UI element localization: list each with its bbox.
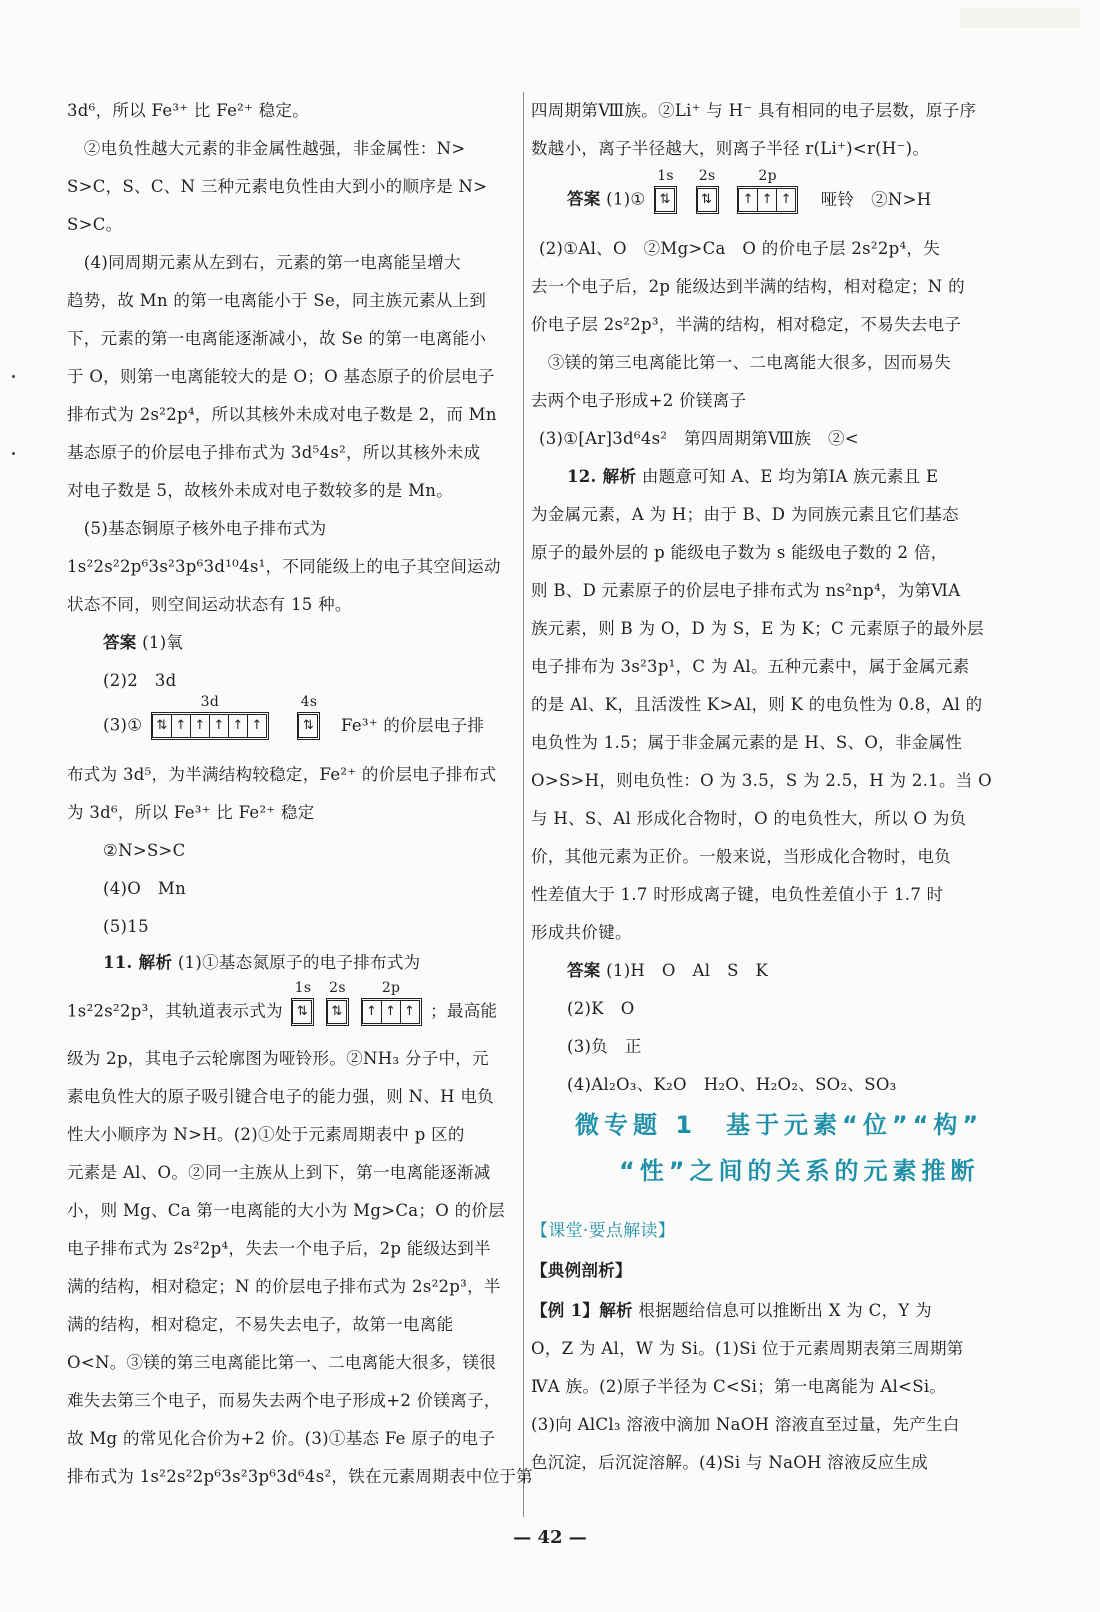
answer-text: (1)①	[606, 189, 646, 209]
text-line: 3d⁶，所以 Fe³⁺ 比 Fe²⁺ 稳定。	[67, 101, 310, 120]
text-line: 性大小顺序为 N>H。(2)①处于元素周期表中 p 区的	[67, 1125, 465, 1144]
orbital-box: ↑	[362, 1000, 382, 1024]
answer-line: (2)①Al、O ②Mg>Ca O 的价电子层 2s²2p⁴，失	[539, 239, 940, 258]
answer-line: (4)O Mn	[103, 879, 187, 898]
answer-line: 价电子层 2s²2p³，半满的结构，相对稳定，不易失去电子	[531, 315, 962, 334]
answer-text: Fe³⁺ 的价层电子排	[341, 715, 485, 735]
text-line: 与 H、S、Al 形成化合物时，O 的电负性大，所以 O 为负	[531, 809, 967, 828]
answer-line: (2)K O	[567, 999, 635, 1018]
orbital-box: ⇅	[298, 714, 318, 738]
text-line: 满的结构，相对稳定；N 的价层电子排布式为 2s²2p³，半	[67, 1277, 501, 1296]
answer-text: (3)①	[103, 715, 143, 735]
text-line: 小，则 Mg、Ca 第一电离能的大小为 Mg>Ca；O 的价层	[67, 1201, 505, 1220]
orbital-label: 1s	[294, 980, 312, 996]
orbital-line	[67, 980, 498, 1026]
text-line: 满的结构，相对稳定，不易失去电子，故第一电离能	[67, 1315, 454, 1334]
text-line: 对电子数是 5，故核外未成对电子数较多的是 Mn。	[67, 481, 454, 500]
text-segment: 由题意可知 A、E 均为第ⅠA 族元素且 E	[641, 467, 939, 486]
text-line: 族元素，则 B 为 O，D 为 S，E 为 K；C 元素原子的最外层	[531, 619, 984, 638]
text-line: 数越小，离子半径越大，则离子半径 r(Li⁺)<r(H⁻)。	[531, 139, 930, 158]
orbital-box: ⇅	[697, 188, 717, 212]
section-label: 【课堂·要点解读】	[531, 1221, 676, 1241]
text-line: (4)同周期元素从左到右，元素的第一电离能呈增大	[67, 253, 461, 272]
text-segment: 根据题给信息可以推断出 X 为 C，Y 为	[638, 1301, 932, 1320]
text-line: 布式为 3d⁵，为半满结构较稳定，Fe²⁺ 的价层电子排布式	[67, 765, 497, 784]
topic-title-line-1: 微专题 1 基于元素“位”“构”	[575, 1111, 984, 1139]
answer-text: (1)H O Al S K	[606, 961, 769, 980]
answer-label: 答案	[567, 961, 601, 980]
orbital-label: 4s	[300, 694, 318, 710]
orbital-box: ↑	[228, 714, 248, 738]
orbital-2s	[696, 168, 719, 214]
orbital-box: ↑	[190, 714, 210, 738]
orbital-box: ↑	[400, 1000, 420, 1024]
answer-line: (2)2 3d	[103, 671, 177, 690]
text-line: 为 3d⁶，所以 Fe³⁺ 比 Fe²⁺ 稳定	[67, 803, 315, 822]
orbital-box: ↑	[381, 1000, 401, 1024]
answer-line: (3)负 正	[567, 1037, 642, 1056]
example-1-line	[531, 1300, 932, 1322]
text-line: 1s²2s²2p⁶3s²3p⁶3d¹⁰4s¹，不同能级上的电子其空间运动	[67, 557, 501, 576]
text-line: 则 B、D 元素原子的价层电子排布式为 ns²np⁴，为第ⅥA	[531, 581, 961, 600]
answer-line	[567, 960, 768, 982]
orbital-box: ↑	[209, 714, 229, 738]
page-number: — 42 —	[513, 1527, 587, 1548]
orbital-4s	[297, 694, 320, 740]
orbital-label: 2s	[698, 168, 716, 184]
text-line: (5)基态铜原子核外电子排布式为	[67, 519, 327, 538]
orbital-2p	[737, 168, 798, 214]
answer-label: 答案	[103, 633, 137, 652]
text-line: 状态不同，则空间运动状态有 15 种。	[67, 595, 352, 614]
text-line: 下，元素的第一电离能逐渐减小，故 Se 的第一电离能小	[67, 329, 487, 348]
orbital-box: ↑	[738, 188, 758, 212]
orbital-box: ↑	[757, 188, 777, 212]
text-line: (3)向 AlCl₃ 溶液中滴加 NaOH 溶液直至过量，先产生白	[531, 1415, 960, 1434]
question-11-line	[103, 952, 421, 974]
answer-label: 答案	[567, 189, 601, 209]
answer-text: 哑铃 ②N>H	[820, 189, 932, 209]
orbital-label: 2p	[381, 980, 401, 996]
orbital-box: ⇅	[152, 714, 172, 738]
text-line: 难失去第三个电子，而易失去两个电子形成+2 价镁离子，	[67, 1391, 501, 1410]
text-line: 色沉淀，后沉淀溶解。(4)Si 与 NaOH 溶液反应生成	[531, 1453, 929, 1472]
text-line: 四周期第Ⅷ族。②Li⁺ 与 H⁻ 具有相同的电子层数，原子序	[531, 101, 977, 120]
answer-text: (1)氧	[142, 633, 184, 652]
question-12-line	[567, 466, 938, 488]
orbital-label: 2p	[758, 168, 777, 184]
text-line: 电子排布式为 2s²2p⁴，失去一个电子后，2p 能级达到半	[67, 1239, 491, 1258]
answer-line: (3)①[Ar]3d⁶4s² 第四周期第Ⅷ族 ②<	[539, 429, 859, 448]
text-line: 排布式为 2s²2p⁴，所以其核外未成对电子数是 2，而 Mn	[67, 405, 497, 424]
text-line: S>C，S、C、N 三种元素电负性由大到小的顺序是 N>	[67, 177, 488, 196]
orbital-3d	[151, 694, 269, 740]
text-line: 素电负性大的原子吸引键合电子的能力强，则 N、H 电负	[67, 1087, 494, 1106]
text-line: O>S>H，则电负性：O 为 3.5，S 为 2.5，H 为 2.1。当 O	[531, 771, 992, 790]
text-line: 故 Mg 的常见化合价为+2 价。(3)①基态 Fe 原子的电子	[67, 1429, 496, 1448]
text-line: S>C。	[67, 215, 123, 234]
text-line: 元素是 Al、O。②同一主族从上到下，第一电离能逐渐减	[67, 1163, 491, 1182]
orbital-box: ⇅	[327, 1000, 347, 1024]
text-line: 原子的最外层的 p 能级电子数为 s 能级电子数的 2 倍，	[531, 543, 948, 562]
answer-line: (4)Al₂O₃、K₂O H₂O、H₂O₂、SO₂、SO₃	[567, 1075, 897, 1094]
orbital-label: 3d	[200, 694, 220, 710]
example-number: 【例 1】解析	[531, 1301, 633, 1320]
orbital-2p	[361, 980, 422, 1026]
text-line: 电负性为 1.5；属于非金属元素的是 H、S、O，非金属性	[531, 733, 963, 752]
text-segment: 1s²2s²2p³，其轨道表示式为	[67, 1001, 283, 1021]
text-line: 级为 2p，其电子云轮廓图为哑铃形。②NH₃ 分子中，元	[67, 1049, 489, 1068]
text-line: 价，其他元素为正价。一般来说，当形成化合物时，电负	[531, 847, 951, 866]
orbital-box: ⇅	[292, 1000, 312, 1024]
answer-line: ③镁的第三电离能比第一、二电离能大很多，因而易失	[531, 353, 951, 372]
ink-dot	[12, 452, 15, 455]
text-line: O<N。③镁的第三电离能比第一、二电离能大很多，镁很	[67, 1353, 497, 1372]
orbital-1s	[291, 980, 314, 1026]
text-line: ②电负性越大元素的非金属性越强，非金属性：N>	[67, 139, 466, 158]
answer-line: ②N>S>C	[103, 841, 186, 860]
orbital-answer-line	[103, 694, 485, 740]
text-line: 性差值大于 1.7 时形成离子键，电负性差值小于 1.7 时	[531, 885, 944, 904]
text-line: O，Z 为 Al，W 为 Si。(1)Si 位于元素周期表第三周期第	[531, 1339, 964, 1358]
orbital-box: ↑	[171, 714, 191, 738]
orbital-label: 1s	[657, 168, 674, 184]
answer-line: (5)15	[103, 917, 149, 936]
orbital-box: ⇅	[655, 188, 675, 212]
orbital-answer-line	[567, 168, 932, 214]
text-line: 形成共价键。	[531, 923, 632, 942]
answer-line: 去两个电子形成+2 价镁离子	[531, 391, 747, 410]
orbital-2s	[326, 980, 349, 1026]
text-line: 为金属元素，A 为 H；由于 B、D 为同族元素且它们基态	[531, 505, 959, 524]
question-number: 11. 解析	[103, 953, 173, 972]
topic-title-line-2: “性”之间的关系的元素推断	[619, 1157, 980, 1185]
orbital-label: 2s	[329, 980, 346, 996]
text-line: 排布式为 1s²2s²2p⁶3s²3p⁶3d⁶4s²，铁在元素周期表中位于第	[67, 1467, 533, 1486]
text-segment: (1)①基态氮原子的电子排布式为	[177, 953, 421, 972]
text-line: 的是 Al、K，且活泼性 K>Al，则 K 的电负性为 0.8，Al 的	[531, 695, 983, 714]
ink-dot	[12, 375, 15, 378]
orbital-1s	[654, 168, 677, 214]
question-number: 12. 解析	[567, 467, 637, 486]
scan-mark	[960, 8, 1080, 28]
text-line: 电子排布为 3s²3p¹，C 为 Al。五种元素中，属于金属元素	[531, 657, 970, 676]
column-divider	[523, 92, 524, 1517]
text-segment: ；最高能	[430, 1001, 498, 1021]
text-line: ⅣA 族。(2)原子半径为 C<Si；第一电离能为 Al<Si。	[531, 1377, 947, 1396]
answer-line: 去一个电子后，2p 能级达到半满的结构，相对稳定；N 的	[531, 277, 965, 296]
typical-example-label: 【典例剖析】	[531, 1261, 632, 1280]
text-line: 于 O，则第一电离能较大的是 O；O 基态原子的价层电子	[67, 367, 495, 386]
orbital-box: ↑	[247, 714, 267, 738]
answer-line	[103, 632, 183, 654]
text-line: 趋势，故 Mn 的第一电离能小于 Se，同主族元素从上到	[67, 291, 487, 310]
text-line: 基态原子的价层电子排布式为 3d⁵4s²，所以其核外未成	[67, 443, 481, 462]
orbital-box: ↑	[776, 188, 796, 212]
